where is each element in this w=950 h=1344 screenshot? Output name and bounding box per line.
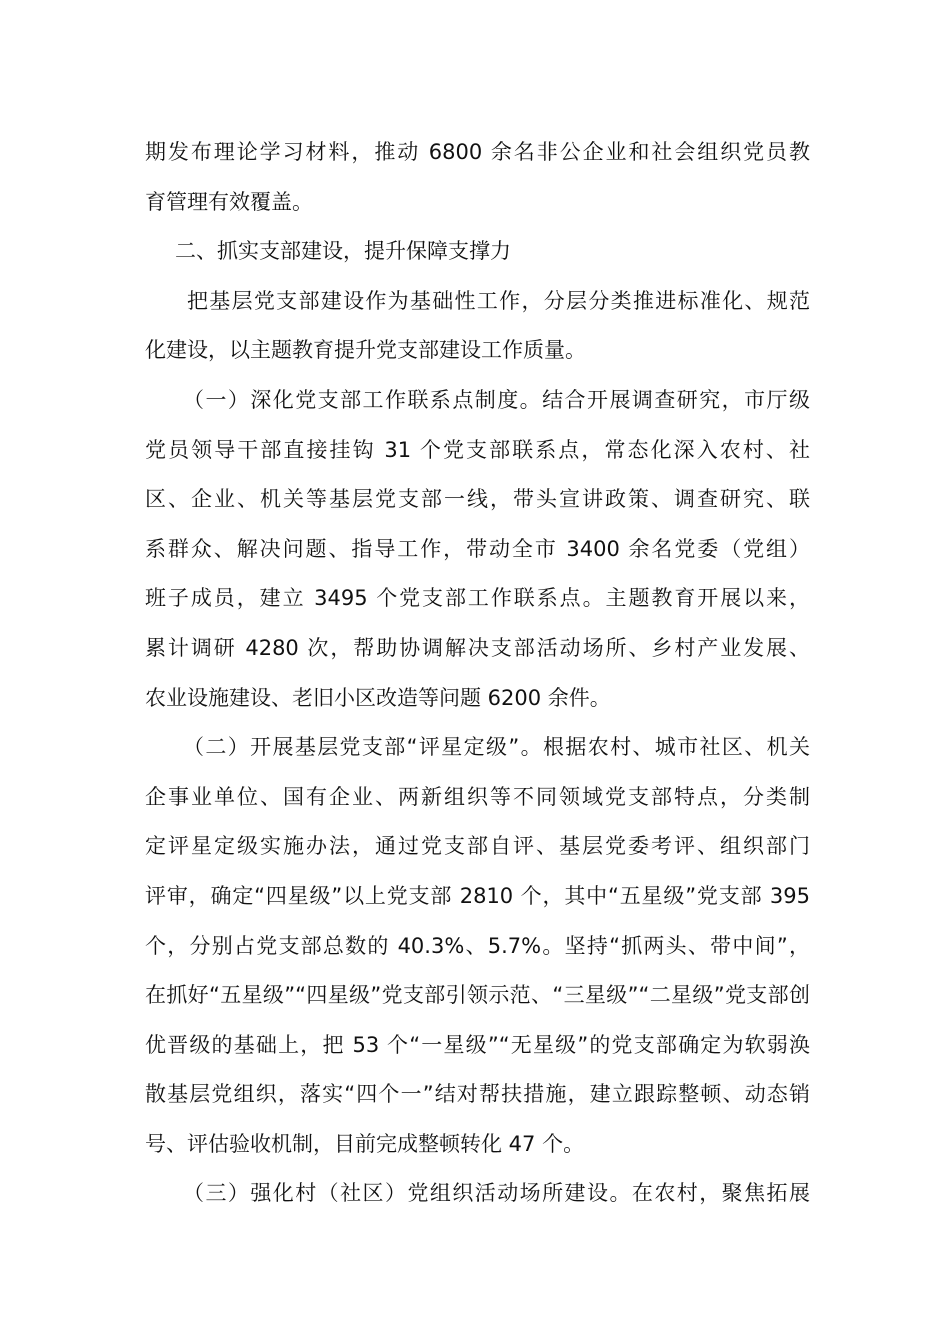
text-line: 农业设施建设、老旧小区改造等问题 6200 余件。 bbox=[145, 685, 611, 710]
text-line: 累计调研 4280 次，帮助协调解决支部活动场所、乡村产业发展、 bbox=[145, 635, 810, 660]
text-line: 号、评估验收机制，目前完成整顿转化 47 个。 bbox=[145, 1131, 585, 1156]
text-line: 优晋级的基础上，把 53 个“一星级”“无星级”的党支部确定为软弱涣 bbox=[145, 1032, 810, 1057]
text-line: 把基层党支部建设作为基础性工作，分层分类推进标准化、规范 bbox=[187, 288, 810, 313]
text-line: 个，分别占党支部总数的 40.3%、5.7%。坚持“抓两头、带中间”， bbox=[145, 933, 810, 958]
paragraph-subsection-3 bbox=[145, 1169, 810, 1219]
text-line: 区、企业、机关等基层党支部一线，带头宣讲政策、调查研究、联 bbox=[145, 487, 810, 512]
paragraph-continuation bbox=[145, 128, 810, 227]
text-line: 班子成员，建立 3495 个党支部工作联系点。主题教育开展以来， bbox=[145, 586, 810, 611]
text-line: （二）开展基层党支部“评星定级”。根据农村、城市社区、机关 bbox=[183, 735, 810, 760]
text-line: 企事业单位、国有企业、两新组织等不同领域党支部特点，分类制 bbox=[145, 784, 810, 809]
paragraph-subsection-1 bbox=[145, 376, 810, 723]
text-line: 评审，确定“四星级”以上党支部 2810 个，其中“五星级”党支部 395 bbox=[145, 883, 810, 908]
text-line: 化建设，以主题教育提升党支部建设工作质量。 bbox=[145, 338, 586, 363]
paragraph-intro bbox=[145, 277, 810, 376]
text-line: 系群众、解决问题、指导工作，带动全市 3400 余名党委（党组） bbox=[145, 536, 810, 561]
paragraph-subsection-2 bbox=[145, 723, 810, 1169]
section-heading bbox=[145, 227, 810, 277]
text-line: 育管理有效覆盖。 bbox=[145, 189, 313, 214]
text-line: 期发布理论学习材料，推动 6800 余名非公企业和社会组织党员教 bbox=[145, 140, 810, 164]
heading-line: 二、抓实支部建设，提升保障支撑力 bbox=[175, 239, 511, 264]
text-line: （一）深化党支部工作联系点制度。结合开展调查研究，市厅级 bbox=[183, 387, 810, 412]
document-body bbox=[145, 128, 810, 1219]
text-line: 党员领导干部直接挂钩 31 个党支部联系点，常态化深入农村、社 bbox=[145, 437, 810, 462]
text-line: （三）强化村（社区）党组织活动场所建设。在农村，聚焦拓展 bbox=[183, 1181, 810, 1206]
text-line: 散基层党组织，落实“四个一”结对帮扶措施，建立跟踪整顿、动态销 bbox=[145, 1082, 810, 1107]
text-line: 在抓好“五星级”“四星级”党支部引领示范、“三星级”“二星级”党支部创 bbox=[145, 983, 810, 1008]
text-line: 定评星定级实施办法，通过党支部自评、基层党委考评、组织部门 bbox=[145, 834, 810, 859]
